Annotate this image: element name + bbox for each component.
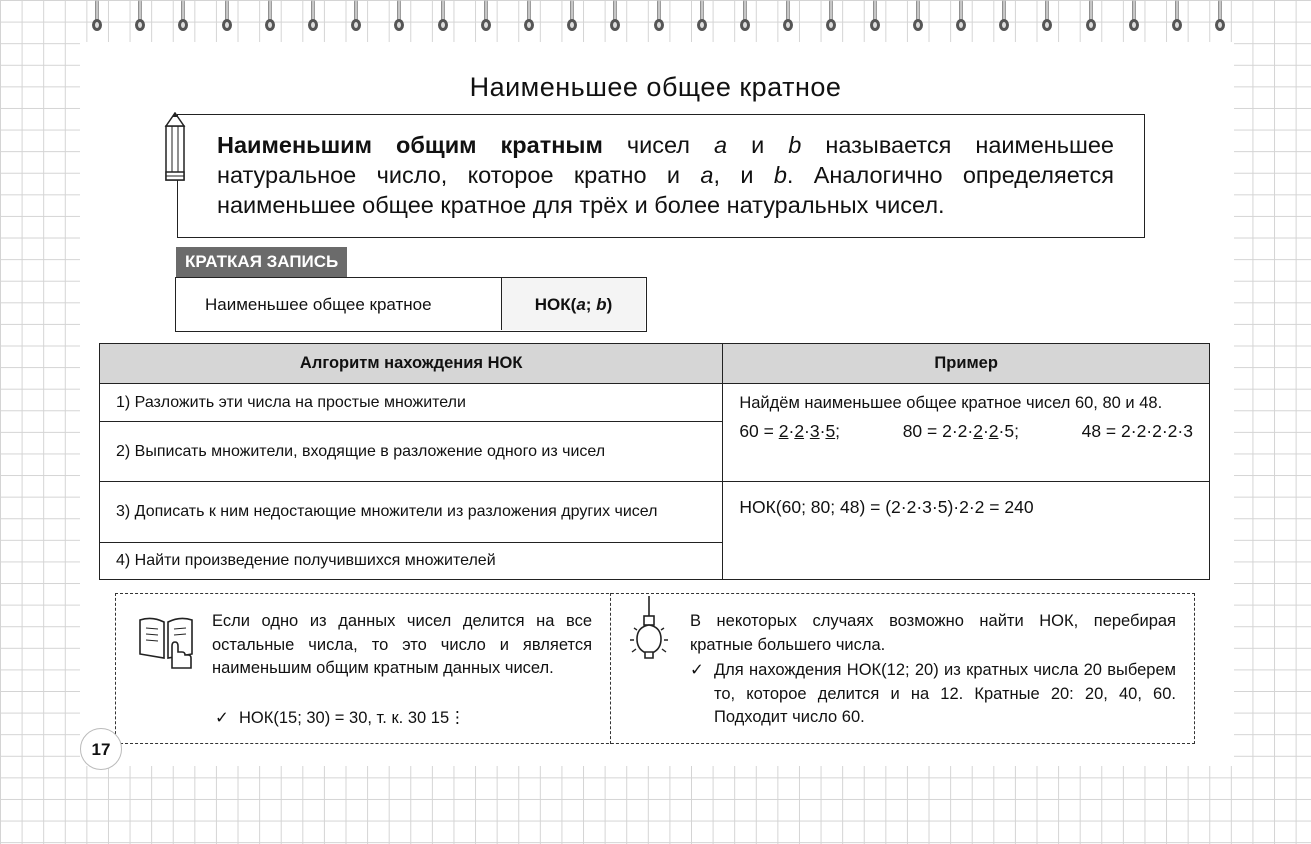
binding-ring bbox=[956, 0, 966, 34]
pencil-icon bbox=[158, 112, 192, 186]
factor-48: 48 = 2·2·2·2·3 bbox=[1081, 421, 1193, 441]
factor-80-lhs: 80 = 2·2· bbox=[902, 421, 974, 441]
value-var-a: a bbox=[576, 295, 586, 314]
tip-left-text: Если одно из данных чисел делится на все остальные числа, то это число и является наименьшим общим кратным данных чисел. bbox=[212, 612, 592, 677]
step-4: 4) Найти произведение получившихся множителей bbox=[100, 543, 723, 580]
tip-right-example-text: Для нахождения НОК(12; 20) из кратных числа 20 выберем то, которое делится и на 12. Кратные 20: 20, 40, 60. Подходит число 60. bbox=[714, 661, 1176, 726]
example-header: Пример bbox=[723, 344, 1210, 384]
short-note-tag: КРАТКАЯ ЗАПИСЬ bbox=[176, 247, 347, 277]
definition-part: чисел bbox=[602, 132, 715, 158]
definition-part: называется наименьшее натуральное число, которое кратно и bbox=[217, 132, 1114, 188]
var-b: b bbox=[773, 162, 787, 188]
step-3: 3) Дописать к ним недостающие множители из разложения других чисел bbox=[100, 482, 723, 543]
binding-ring bbox=[1086, 0, 1096, 34]
algorithm-header: Алгоритм нахождения НОК bbox=[100, 344, 723, 384]
value-var-b: b bbox=[596, 295, 607, 314]
factor-80: 80 = 2·2·2·2·5; bbox=[902, 421, 1019, 441]
lightbulb-icon bbox=[626, 596, 672, 666]
binding-ring bbox=[178, 0, 188, 34]
binding-ring bbox=[265, 0, 275, 34]
var-a: a bbox=[700, 162, 714, 188]
tip-right-text: В некоторых случаях возможно найти НОК, перебирая кратные большего числа. bbox=[690, 612, 1176, 654]
value-part: ; bbox=[585, 295, 597, 314]
value-part: НОК( bbox=[534, 295, 577, 314]
binding-ring bbox=[697, 0, 707, 34]
binding-ring bbox=[394, 0, 404, 34]
algorithm-table bbox=[99, 343, 1210, 580]
definition-text bbox=[217, 130, 1114, 220]
short-note-box bbox=[175, 277, 647, 332]
example-intro: Найдём наименьшее общее кратное чисел 60, 80 и 48. bbox=[739, 394, 1163, 412]
binding-ring bbox=[222, 0, 232, 34]
binding-ring bbox=[740, 0, 750, 34]
binding-ring bbox=[351, 0, 361, 34]
factorizations bbox=[739, 420, 1193, 442]
binding-ring bbox=[1129, 0, 1139, 34]
step-1: 1) Разложить эти числа на простые множители bbox=[100, 384, 723, 422]
binding-ring bbox=[135, 0, 145, 34]
definition-term: Наименьшим общим кратным bbox=[217, 132, 603, 158]
tip-right-example bbox=[690, 659, 1176, 730]
binding-ring bbox=[783, 0, 793, 34]
factor-60: 60 = 2·2·3·5; bbox=[739, 421, 841, 441]
factor-60-lhs: 60 = bbox=[739, 421, 779, 441]
binding-ring bbox=[870, 0, 880, 34]
definition-part: , и bbox=[713, 162, 774, 188]
definition-part: и bbox=[727, 132, 789, 158]
binding-ring bbox=[826, 0, 836, 34]
example-result-cell bbox=[723, 482, 1210, 580]
short-note-label: Наименьшее общее кратное bbox=[176, 278, 502, 330]
binding-ring bbox=[1215, 0, 1225, 34]
page-title: Наименьшее общее кратное bbox=[469, 72, 842, 102]
example-factorization bbox=[723, 384, 1210, 482]
example-result: НОК(60; 80; 48) = (2·2·3·5)·2·2 = 240 bbox=[739, 497, 1034, 517]
page-number: 17 bbox=[80, 728, 122, 770]
spiral-binding bbox=[0, 0, 1311, 40]
tip-left-example-text: НОК(15; 30) = 30, т. к. 30 15⋮ bbox=[239, 709, 466, 727]
binding-ring bbox=[567, 0, 577, 34]
var-b: b bbox=[788, 132, 802, 158]
short-note-value bbox=[502, 278, 645, 330]
tip-left-example bbox=[215, 707, 595, 731]
var-a: a bbox=[714, 132, 728, 158]
binding-ring bbox=[481, 0, 491, 34]
binding-ring bbox=[438, 0, 448, 34]
binding-ring bbox=[1042, 0, 1052, 34]
step-2: 2) Выписать множители, входящие в разложение одного из чисел bbox=[100, 422, 723, 482]
tips-divider bbox=[610, 593, 611, 744]
value-part: ) bbox=[606, 295, 613, 314]
binding-ring bbox=[92, 0, 102, 34]
binding-ring bbox=[1172, 0, 1182, 34]
check-icon: ✓ bbox=[215, 709, 229, 727]
binding-ring bbox=[610, 0, 620, 34]
binding-ring bbox=[654, 0, 664, 34]
binding-ring bbox=[913, 0, 923, 34]
binding-ring bbox=[999, 0, 1009, 34]
binding-ring bbox=[308, 0, 318, 34]
book-hand-icon bbox=[136, 612, 198, 670]
binding-ring bbox=[524, 0, 534, 34]
check-icon: ✓ bbox=[690, 661, 704, 679]
definition-part: . Аналогично определяется наименьшее общее кратное для трёх и более натуральных чисел. bbox=[217, 162, 1114, 218]
